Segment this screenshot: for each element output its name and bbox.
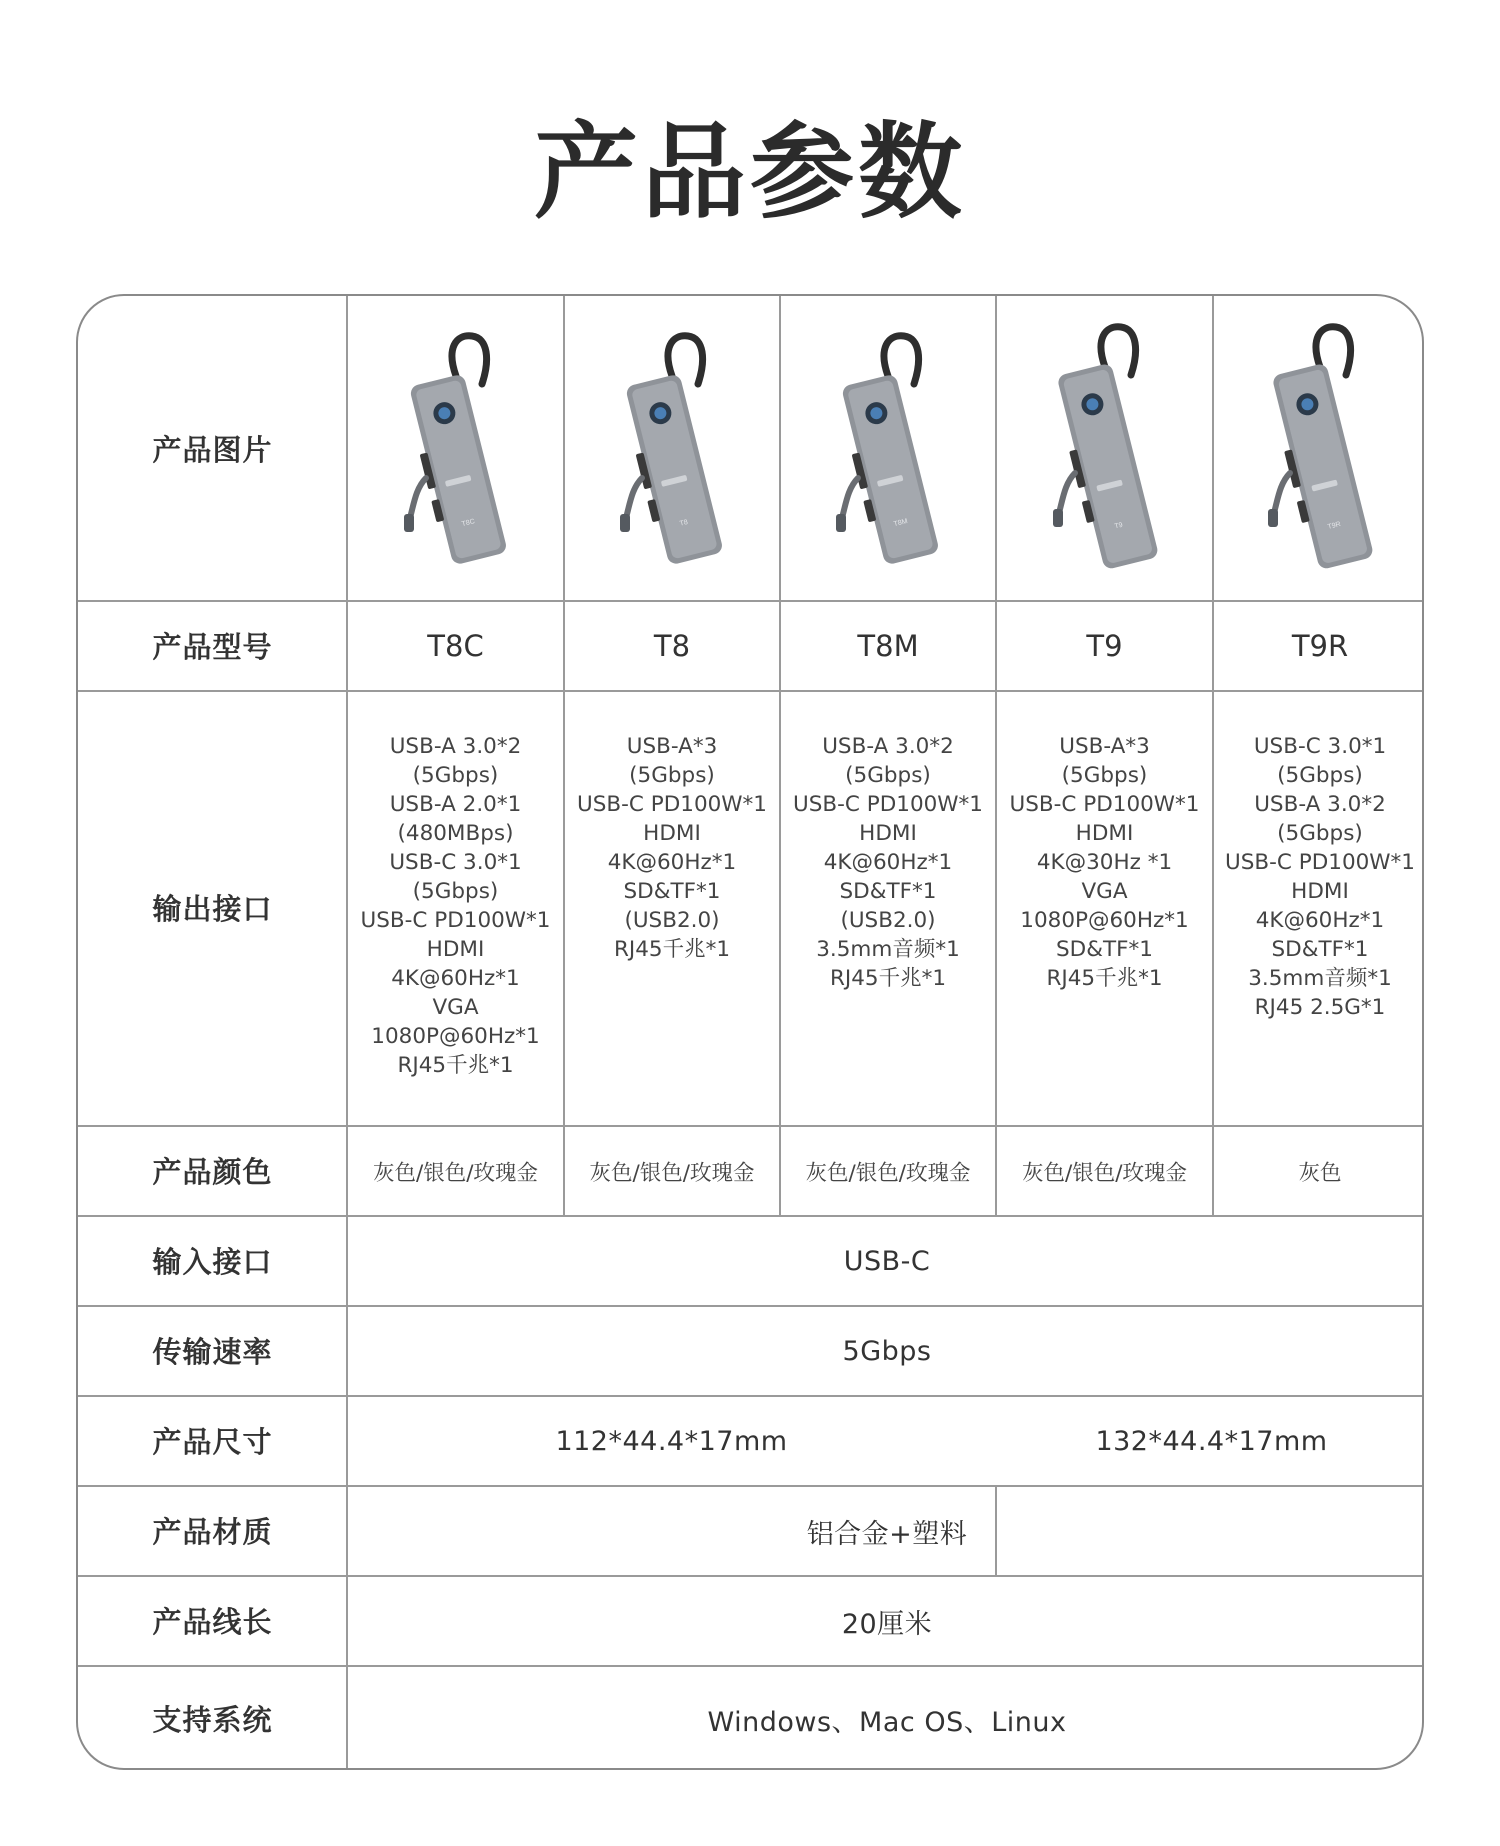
- color-t8: 灰色/银色/玫瑰金: [589, 1160, 755, 1186]
- ports-cell-t9r: [1214, 692, 1424, 1125]
- label-image: 产品图片: [152, 432, 273, 467]
- speed-value: 5Gbps: [842, 1335, 932, 1367]
- product-badge: T8M: [893, 517, 909, 529]
- ports-t8: USB-A*3 (5Gbps) USB-C PD100W*1 HDMI 4K@60Hz*1 SD&TF*1 (USB2.0) RJ45千兆*1: [577, 734, 767, 962]
- product-image-t9: [997, 296, 1212, 600]
- product-image-t8c: [348, 296, 563, 600]
- label-os: 支持系统: [152, 1703, 273, 1737]
- label-output: 输出接口: [152, 892, 273, 926]
- usb-hub-image: [1250, 323, 1390, 573]
- model-t8: T8: [653, 629, 691, 663]
- label-input: 输入接口: [152, 1244, 273, 1279]
- product-badge: T8: [679, 518, 689, 528]
- ports-t9r: USB-C 3.0*1 (5Gbps) USB-A 3.0*2 (5Gbps) USB-C PD100W*1 HDMI 4K@60Hz*1 SD&TF*1 3.5mm音频*1 RJ45 2.5G*1: [1225, 734, 1415, 1020]
- ports-cell-t8: [565, 692, 779, 1125]
- color-t9: 灰色/银色/玫瑰金: [1022, 1160, 1187, 1186]
- label-speed: 传输速率: [152, 1334, 273, 1369]
- color-t8c: 灰色/银色/玫瑰金: [373, 1160, 538, 1186]
- ports-cell-t8m: [781, 692, 995, 1125]
- product-image-t9r: [1214, 296, 1424, 600]
- spec-table: [76, 294, 1424, 1770]
- label-size: 产品尺寸: [152, 1424, 273, 1459]
- os-value: Windows、Mac OS、Linux: [707, 1707, 1067, 1738]
- usb-hub-image: [386, 328, 526, 568]
- label-cable: 产品线长: [152, 1604, 273, 1639]
- model-t8m: T8M: [857, 629, 919, 663]
- input-value: USB-C: [843, 1245, 931, 1277]
- label-model: 产品型号: [152, 629, 273, 664]
- ports-t8c: USB-A 3.0*2 (5Gbps) USB-A 2.0*1 (480MBps) USB-C 3.0*1 (5Gbps) USB-C PD100W*1 HDMI 4K@60Hz*1 VGA 1080P@60Hz*1 RJ45千兆*1: [360, 734, 551, 1078]
- label-material: 产品材质: [152, 1514, 273, 1549]
- ports-cell-t8c: [348, 692, 563, 1125]
- color-t9r: 灰色: [1298, 1160, 1342, 1186]
- size-value-short: 112*44.4*17mm: [555, 1425, 788, 1457]
- product-image-t8m: [781, 296, 995, 600]
- page-title: 产品参数: [533, 111, 966, 233]
- ports-cell-t9: [997, 692, 1212, 1125]
- label-color: 产品颜色: [152, 1154, 273, 1189]
- cable-value: 20厘米: [841, 1608, 933, 1640]
- ports-t9: USB-A*3 (5Gbps) USB-C PD100W*1 HDMI 4K@30Hz *1 VGA 1080P@60Hz*1 SD&TF*1 RJ45千兆*1: [1009, 734, 1200, 991]
- product-badge: T9: [1113, 521, 1124, 531]
- product-badge: T9R: [1326, 520, 1342, 531]
- product-badge: T8C: [460, 518, 476, 529]
- usb-hub-image: [1035, 323, 1175, 573]
- model-t8c: T8C: [427, 629, 484, 663]
- color-t8m: 灰色/银色/玫瑰金: [805, 1160, 971, 1186]
- usb-hub-image: [818, 328, 958, 568]
- ports-t8m: USB-A 3.0*2 (5Gbps) USB-C PD100W*1 HDMI 4K@60Hz*1 SD&TF*1 (USB2.0) 3.5mm音频*1 RJ45千兆*1: [793, 734, 983, 991]
- product-image-t8: [565, 296, 779, 600]
- size-value-long: 132*44.4*17mm: [1095, 1425, 1328, 1457]
- usb-hub-image: [602, 328, 742, 568]
- model-t9r: T9R: [1291, 629, 1349, 663]
- model-t9: T9: [1086, 629, 1123, 663]
- material-value: 铝合金+塑料: [806, 1518, 968, 1550]
